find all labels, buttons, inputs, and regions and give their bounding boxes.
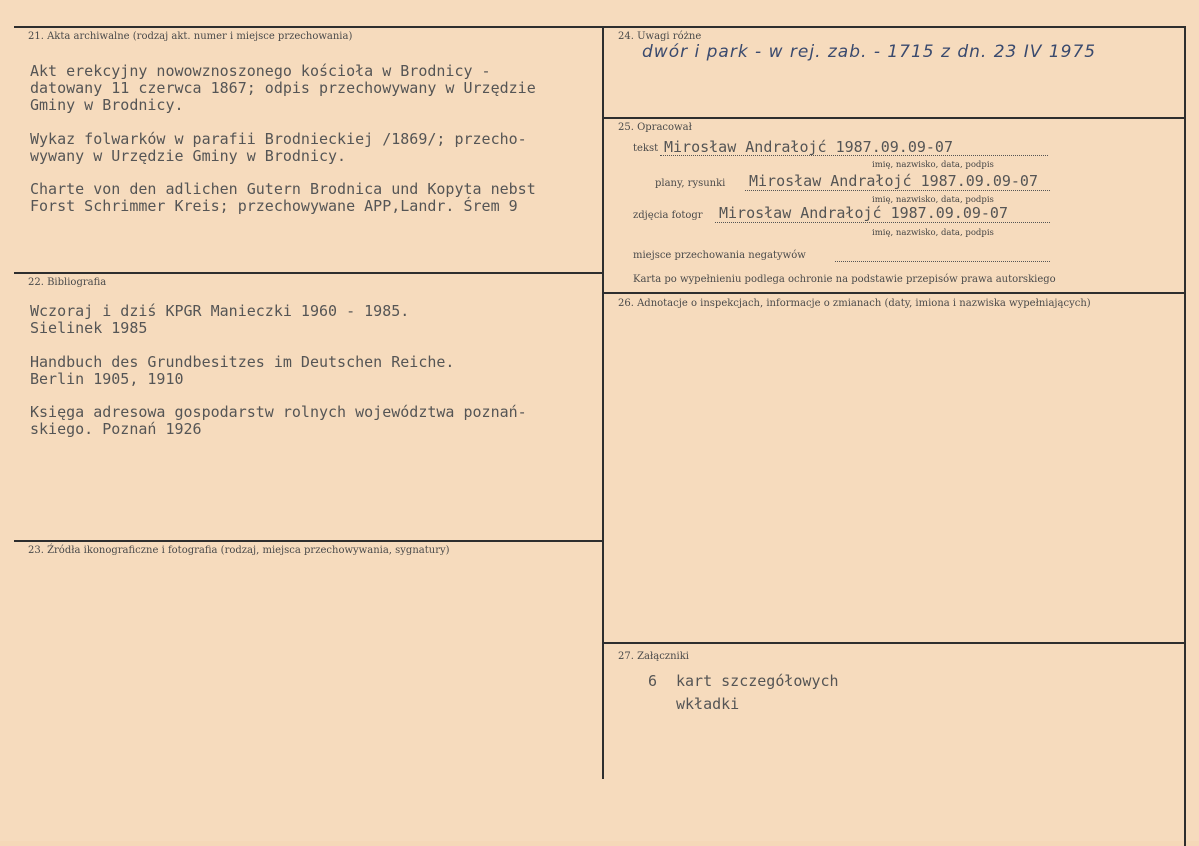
section-22-line: Berlin 1905, 1910: [30, 370, 184, 388]
section-21-line: Gminy w Brodnicy.: [30, 96, 184, 114]
plany-label: plany, rysunki: [655, 178, 726, 189]
section-21-line: Charte von den adlichen Gutern Brodnica und Kopyta nebst: [30, 180, 536, 198]
section-22-line: skiego. Poznań 1926: [30, 420, 202, 438]
tekst-caption: imię, nazwisko, data, podpis: [872, 160, 994, 170]
section-24-label: 24. Uwagi różne: [618, 31, 702, 42]
zdjecia-value: Mirosław Andrałojć 1987.09.09-07: [719, 204, 1008, 222]
zdjecia-caption: imię, nazwisko, data, podpis: [872, 228, 994, 238]
section-25-label: 25. Opracował: [618, 122, 692, 133]
section-23-label: 23. Źródła ikonograficzne i fotografia (rodzaj, miejsca przechowywania, sygnatury): [28, 545, 450, 556]
section-26-label: 26. Adnotacje o inspekcjach, informacje o zmianach (daty, imiona i nazwiska wypełniających): [618, 298, 1091, 309]
section-21-line: wywany w Urzędzie Gminy w Brodnicy.: [30, 147, 347, 165]
zdjecia-dotted-line: [715, 222, 1050, 223]
divider-21-22: [14, 272, 604, 274]
section-22-line: Księga adresowa gospodarstw rolnych województwa poznań-: [30, 403, 527, 421]
section-21-line: datowany 11 czerwca 1867; odpis przechowywany w Urzędzie: [30, 79, 536, 97]
plany-dotted-line: [745, 190, 1050, 191]
section-24-handwritten-note: dwór i park - w rej. zab. - 1715 z dn. 23 IV 1975: [642, 42, 1097, 62]
center-divider: [602, 26, 604, 779]
section-27-label: 27. Załączniki: [618, 651, 689, 662]
section-22-line: Handbuch des Grundbesitzes im Deutschen Reiche.: [30, 353, 455, 371]
negatywy-dotted-line: [835, 261, 1050, 262]
section-21-line: Akt erekcyjny nowowznoszonego kościoła w Brodnicy -: [30, 62, 491, 80]
tekst-value: Mirosław Andrałojć 1987.09.09-07: [664, 138, 953, 156]
negatywy-label: miejsce przechowania negatywów: [633, 250, 806, 261]
section-22-label: 22. Bibliografia: [28, 277, 107, 288]
section-21-label: 21. Akta archiwalne (rodzaj akt. numer i miejsce przechowania): [28, 31, 353, 42]
attachments-line-2: wkładki: [676, 695, 740, 713]
plany-caption: imię, nazwisko, data, podpis: [872, 195, 994, 205]
divider-24-25: [604, 117, 1186, 119]
section-22-line: Wczoraj i dziś KPGR Manieczki 1960 - 1985.: [30, 302, 410, 320]
plany-value: Mirosław Andrałojć 1987.09.09-07: [749, 172, 1038, 190]
tekst-dotted-line: [660, 155, 1048, 156]
attachments-line-1: kart szczegółowych: [676, 672, 839, 690]
section-22-line: Sielinek 1985: [30, 319, 148, 337]
tekst-label: tekst: [633, 143, 659, 154]
top-border: [14, 26, 1186, 28]
divider-22-23: [14, 540, 604, 542]
copyright-note: Karta po wypełnieniu podlega ochronie na podstawie przepisów prawa autorskiego: [633, 274, 1056, 285]
divider-26-27: [604, 642, 1186, 644]
attachments-count: 6: [648, 672, 658, 690]
section-21-line: Forst Schrimmer Kreis; przechowywane APP,Landr. Śrem 9: [30, 197, 518, 215]
section-21-line: Wykaz folwarków w parafii Brodnieckiej /1869/; przecho-: [30, 130, 527, 148]
zdjecia-label: zdjęcia fotogr: [633, 210, 703, 221]
right-border: [1184, 26, 1186, 846]
divider-25-26: [604, 292, 1186, 294]
